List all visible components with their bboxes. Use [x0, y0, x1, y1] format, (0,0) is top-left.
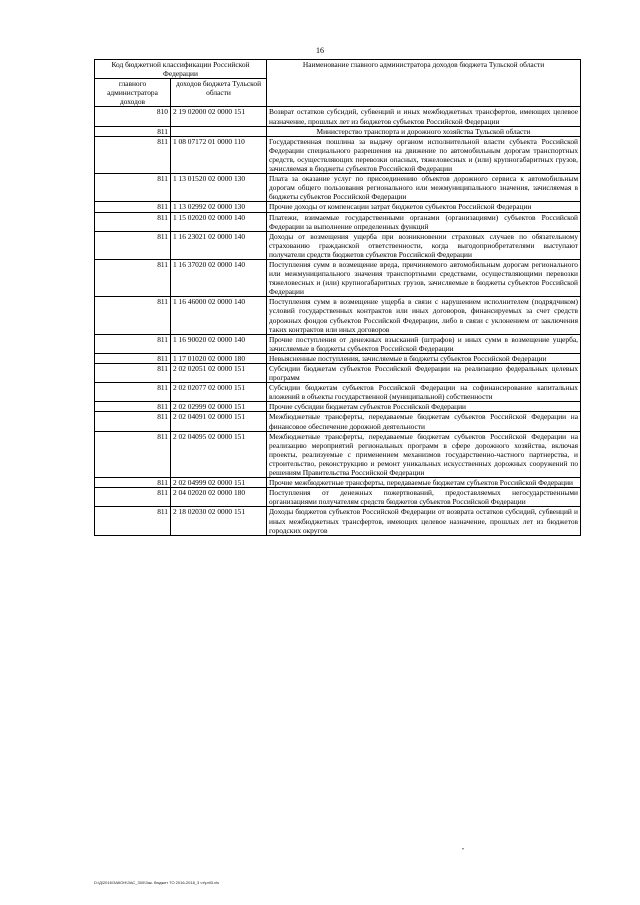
stray-mark: ": [462, 848, 465, 854]
revenue-name-cell: Доходы от возмещения ущерба при возникновении страховых случаев по обязательному страхованию гражданской ответственности, когда выгодоприобретателями выступают получатели средств бюджетов субъектов Российской Федерации: [267, 231, 581, 259]
revenue-code-cell: 1 13 01520 02 0000 130: [171, 174, 267, 202]
header-revenue-column: доходов бюджета Тульской области: [171, 79, 267, 107]
revenue-code-cell: 1 13 02992 02 0000 130: [171, 202, 267, 212]
revenue-code-cell: 1 16 37020 02 0000 140: [171, 259, 267, 296]
revenue-name-cell: Прочие поступления от денежных взысканий (штрафов) и иных сумм в возмещение ущерба, зачисляемые в бюджеты субъектов Российской Федерации: [267, 334, 581, 353]
revenue-name-cell: Межбюджетные трансферты, передаваемые бюджетам субъектов Российской Федерации на реализацию мероприятий региональных программ в сфере дорожного хозяйства, включая проекты, реализуемые с применением механизмов государственно-частного партнерства, и строительство, реконструкцию и ремонт уникальных искусственных дорожных сооружений по решениям Правительства Российской Федерации: [267, 431, 581, 477]
revenue-code-cell: 1 15 02020 02 0000 140: [171, 212, 267, 231]
header-code-group: Код бюджетной классификации Российской Федерации: [95, 60, 267, 79]
table-row: [95, 202, 581, 212]
admin-code-cell: 811: [95, 402, 171, 412]
page-number: 16: [316, 46, 324, 55]
admin-code-cell: 810: [95, 107, 171, 126]
admin-code-cell: 811: [95, 412, 171, 431]
revenue-code-cell: 2 02 02051 02 0000 151: [171, 364, 267, 383]
table-row: [95, 297, 581, 334]
table-row: [95, 431, 581, 477]
table-row: [95, 107, 581, 126]
revenue-code-cell: 2 04 02020 02 0000 180: [171, 488, 267, 507]
section-title-cell: Министерство транспорта и дорожного хозяйства Тульской области: [267, 126, 581, 136]
table-row: [95, 364, 581, 383]
table-row: [95, 212, 581, 231]
revenue-name-cell: Платежи, взимаемые государственными органами (организациями) субъектов Российской Федерации за выполнение определенных функций: [267, 212, 581, 231]
table-row: [95, 136, 581, 173]
revenue-code-cell: 2 19 02000 02 0000 151: [171, 107, 267, 126]
admin-code-cell: 811: [95, 488, 171, 507]
revenue-name-cell: Поступления от денежных пожертвований, предоставляемых негосударственными организациями получателям средств бюджетов субъектов Российской Федерации: [267, 488, 581, 507]
admin-code-cell: 811: [95, 383, 171, 402]
admin-code-cell: 811: [95, 364, 171, 383]
revenue-name-cell: Поступления сумм в возмещение вреда, причиняемого автомобильным дорогам регионального или межмуниципального значения транспортными средствами, осуществляющими перевозки тяжеловесных и (или) крупногабаритных грузов, зачисляемые в бюджеты субъектов Российской Федерации: [267, 259, 581, 296]
revenue-name-cell: Межбюджетные трансферты, передаваемые бюджетам субъектов Российской Федерации на финансовое обеспечение дорожной деятельности: [267, 412, 581, 431]
revenue-code-cell: 2 02 04091 02 0000 151: [171, 412, 267, 431]
table-body: [95, 107, 581, 535]
revenue-name-cell: Доходы бюджетов субъектов Российской Федерации от возврата остатков субсидий, субвенций и иных межбюджетных трансфертов, имеющих целевое назначение, прошлых лет из бюджетов городских округов: [267, 507, 581, 535]
revenue-code-cell: 2 02 02077 02 0000 151: [171, 383, 267, 402]
revenue-code-cell: 2 18 02030 02 0000 151: [171, 507, 267, 535]
admin-code-cell: 811: [95, 259, 171, 296]
revenue-name-cell: Субсидии бюджетам субъектов Российской Федерации на реализацию федеральных целевых программ: [267, 364, 581, 383]
table-row: [95, 402, 581, 412]
revenue-code-cell: 1 08 07172 01 0000 110: [171, 136, 267, 173]
admin-code-cell: 811: [95, 353, 171, 363]
header-admin-column: главного администратора доходов: [95, 79, 171, 107]
table-row: [95, 231, 581, 259]
table-row: [95, 259, 581, 296]
revenue-code-cell: 1 16 46000 02 0000 140: [171, 297, 267, 334]
admin-code-cell: 811: [95, 431, 171, 477]
revenue-code-cell: [171, 126, 267, 136]
admin-code-cell: 811: [95, 126, 171, 136]
revenue-code-cell: 2 02 02999 02 0000 151: [171, 402, 267, 412]
admin-code-cell: 811: [95, 297, 171, 334]
revenue-code-cell: 1 16 23021 02 0000 140: [171, 231, 267, 259]
admin-code-cell: 811: [95, 507, 171, 535]
table-row: [95, 174, 581, 202]
revenue-name-cell: Прочие доходы от компенсации затрат бюджетов субъектов Российской Федерации: [267, 202, 581, 212]
revenue-name-cell: Прочие субсидии бюджетам субъектов Российской Федерации: [267, 402, 581, 412]
table-row: [95, 507, 581, 535]
revenue-code-cell: 1 17 01020 02 0000 180: [171, 353, 267, 363]
admin-code-cell: 811: [95, 478, 171, 488]
table-row: [95, 412, 581, 431]
admin-code-cell: 811: [95, 212, 171, 231]
revenue-name-cell: Поступления сумм в возмещение ущерба в связи с нарушением исполнителем (подрядчиком) условий государственных контрактов или иных договоров, финансируемых за счет средств дорожных фондов субъектов Российской Федерации, либо в связи с уклонением от заключения таких контрактов или иных договоров: [267, 297, 581, 334]
revenue-administrators-table: [94, 59, 581, 536]
table-row: [95, 334, 581, 353]
revenue-name-cell: Прочие межбюджетные трансферты, передаваемые бюджетам субъектов Российской Федерации: [267, 478, 581, 488]
admin-code-cell: 811: [95, 136, 171, 173]
footer-file-path: D:\Д\2016\ЗАКОН\ЗАС_300\Зак. бюджет ТО 2016-2018_3 чт\pril3.xls: [94, 880, 219, 885]
table-row: [95, 488, 581, 507]
header-row: [95, 60, 581, 79]
revenue-name-cell: Невыясненные поступления, зачисляемые в бюджеты субъектов Российской Федерации: [267, 353, 581, 363]
admin-code-cell: 811: [95, 202, 171, 212]
table-row: [95, 478, 581, 488]
header-name-column: Наименование главного администратора доходов бюджета Тульской области: [267, 60, 581, 107]
admin-code-cell: 811: [95, 174, 171, 202]
admin-code-cell: 811: [95, 231, 171, 259]
revenue-code-cell: 2 02 04999 02 0000 151: [171, 478, 267, 488]
revenue-name-cell: Субсидии бюджетам субъектов Российской Федерации на софинансирование капитальных вложений в объекты государственной (муниципальной) собственности: [267, 383, 581, 402]
revenue-name-cell: Государственная пошлина за выдачу органом исполнительной власти субъекта Российской Федерации специального разрешения на движение по автомобильным дорогам транспортных средств, осуществляющих перевозки опасных, тяжеловесных и (или) крупногабаритных грузов, зачисляемая в бюджеты субъектов Российской Федерации: [267, 136, 581, 173]
admin-code-cell: 811: [95, 334, 171, 353]
revenue-code-cell: 1 16 90020 02 0000 140: [171, 334, 267, 353]
revenue-name-cell: Возврат остатков субсидий, субвенций и иных межбюджетных трансфертов, имеющих целевое назначение, прошлых лет из бюджетов субъектов Российской Федерации: [267, 107, 581, 126]
table-row: [95, 353, 581, 363]
section-row: [95, 126, 581, 136]
table-row: [95, 383, 581, 402]
revenue-name-cell: Плата за оказание услуг по присоединению объектов дорожного сервиса к автомобильным дорогам общего пользования регионального или межмуниципального значения, зачисляемая в бюджеты субъектов Российской Федерации: [267, 174, 581, 202]
revenue-code-cell: 2 02 04095 02 0000 151: [171, 431, 267, 477]
